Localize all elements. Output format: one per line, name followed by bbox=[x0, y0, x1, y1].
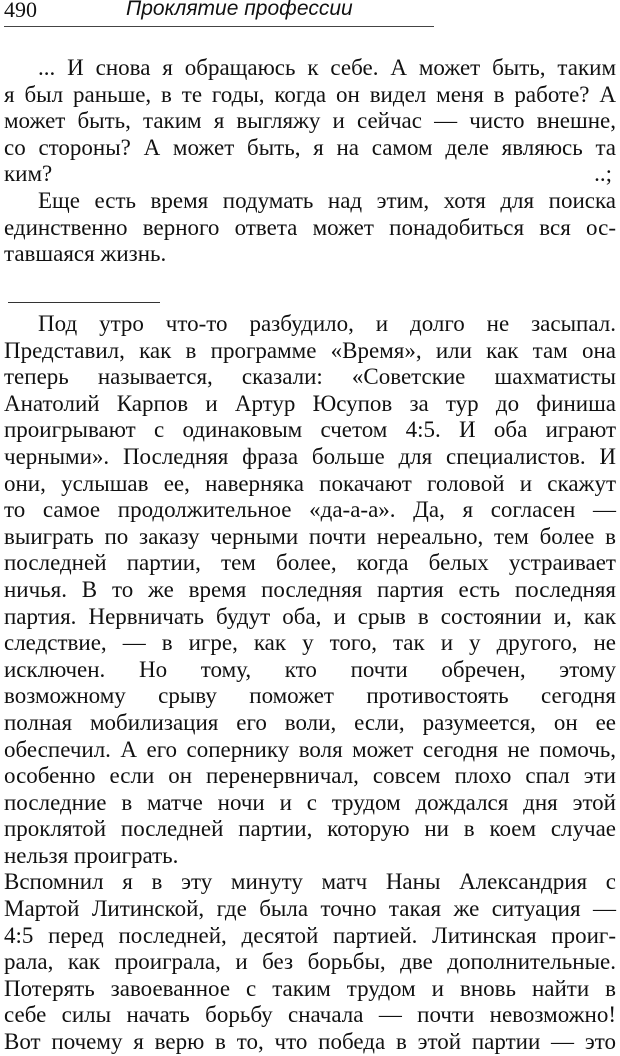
text-line: Представил, как в программе «Время», или как там она bbox=[4, 337, 616, 363]
text-line: проклятой последней партии, которую ни в коем случае bbox=[4, 816, 616, 842]
text-line: партия. Нервничать будут оба, и срыв в состоянии и, как bbox=[4, 603, 616, 629]
text-line: обеспечил. А его сопернику воля может сегодня не помочь, bbox=[4, 736, 616, 762]
text-line-start: ким? bbox=[4, 161, 53, 187]
text-line: единственно верного ответа может понадобиться вся ос- bbox=[4, 214, 616, 240]
text-line: следствие, — в игре, как у того, так и у другого, не bbox=[4, 630, 616, 656]
text-line: со стороны? А может быть, я на самом деле являюсь та bbox=[4, 134, 616, 160]
text-line bbox=[4, 161, 616, 188]
text-line: они, услышав ее, наверняка покачают головой и скажут bbox=[4, 470, 616, 496]
paragraph-block-1 bbox=[4, 55, 616, 268]
text-line: может быть, таким я выгляжу и сейчас — чисто внешне, bbox=[4, 108, 616, 134]
text-line: проигрывают с одинаковым счетом 4:5. И оба играют bbox=[4, 417, 616, 443]
text-line: рала, как проиграла, и без борьбы, две дополнительные. bbox=[4, 949, 616, 975]
line-end-mark: ..; bbox=[594, 161, 612, 187]
text-line: Под утро что-то разбудило, и долго не засыпал. bbox=[38, 311, 616, 336]
page-number: 490 bbox=[4, 0, 37, 22]
text-line: нельзя проиграть. bbox=[4, 842, 179, 868]
section-separator bbox=[8, 302, 160, 303]
text-line: ничья. В то же время последняя партия есть последняя bbox=[4, 576, 616, 602]
text-line: выиграть по заказу черными почти нереально, тем более в bbox=[4, 523, 616, 549]
text-line: полная мобилизация его воли, если, разумеется, он ее bbox=[4, 709, 616, 735]
text-line: последней партии, тем более, когда белых устраивает bbox=[4, 550, 616, 576]
text-line: себе силы начать борьбу сначала — почти невозможно! bbox=[4, 1002, 616, 1028]
text-line: ... И снова я обращаюсь к себе. А может быть, таким bbox=[38, 55, 616, 80]
paragraph-block-2 bbox=[4, 311, 616, 1056]
text-line: Вспомнил я в эту минуту матч Наны Александрия с bbox=[4, 869, 616, 895]
text-line: 4:5 перед последней, десятой партией. Литинская проиг- bbox=[4, 922, 616, 948]
text-line: я был раньше, в те годы, когда он видел меня в работе? А bbox=[4, 81, 616, 107]
text-line: возможному срыву поможет противостоять сегодня bbox=[4, 683, 616, 709]
text-line: особенно если он перенервничал, совсем плохо спал эти bbox=[4, 763, 616, 789]
text-line: теперь называется, сказали: «Советские шахматисты bbox=[4, 364, 616, 390]
text-line: Потерять завоеванное с таким трудом и вновь найти в bbox=[4, 975, 616, 1001]
text-line: тавшаяся жизнь. bbox=[4, 241, 167, 267]
text-line: Еще есть время подумать над этим, хотя для поиска bbox=[38, 187, 616, 213]
running-title: Проклятие профессии bbox=[126, 0, 353, 20]
text-line: исключен. Но тому, кто почти обречен, этому bbox=[4, 656, 616, 682]
text-line: то самое продолжительное «да-а-а». Да, я согласен — bbox=[4, 497, 616, 523]
text-line: последние в матче ночи и с трудом дождался дня этой bbox=[4, 789, 616, 815]
text-line: Вот почему я верю в то, что победа в этой партии — это bbox=[4, 1029, 616, 1055]
text-line: черными». Последняя фраза больше для специалистов. И bbox=[4, 443, 616, 469]
text-line: Мартой Литинской, где была точно такая же ситуация — bbox=[4, 896, 616, 922]
text-line: Анатолий Карпов и Артур Юсупов за тур до финиша bbox=[4, 390, 616, 416]
page-header bbox=[4, 0, 434, 27]
